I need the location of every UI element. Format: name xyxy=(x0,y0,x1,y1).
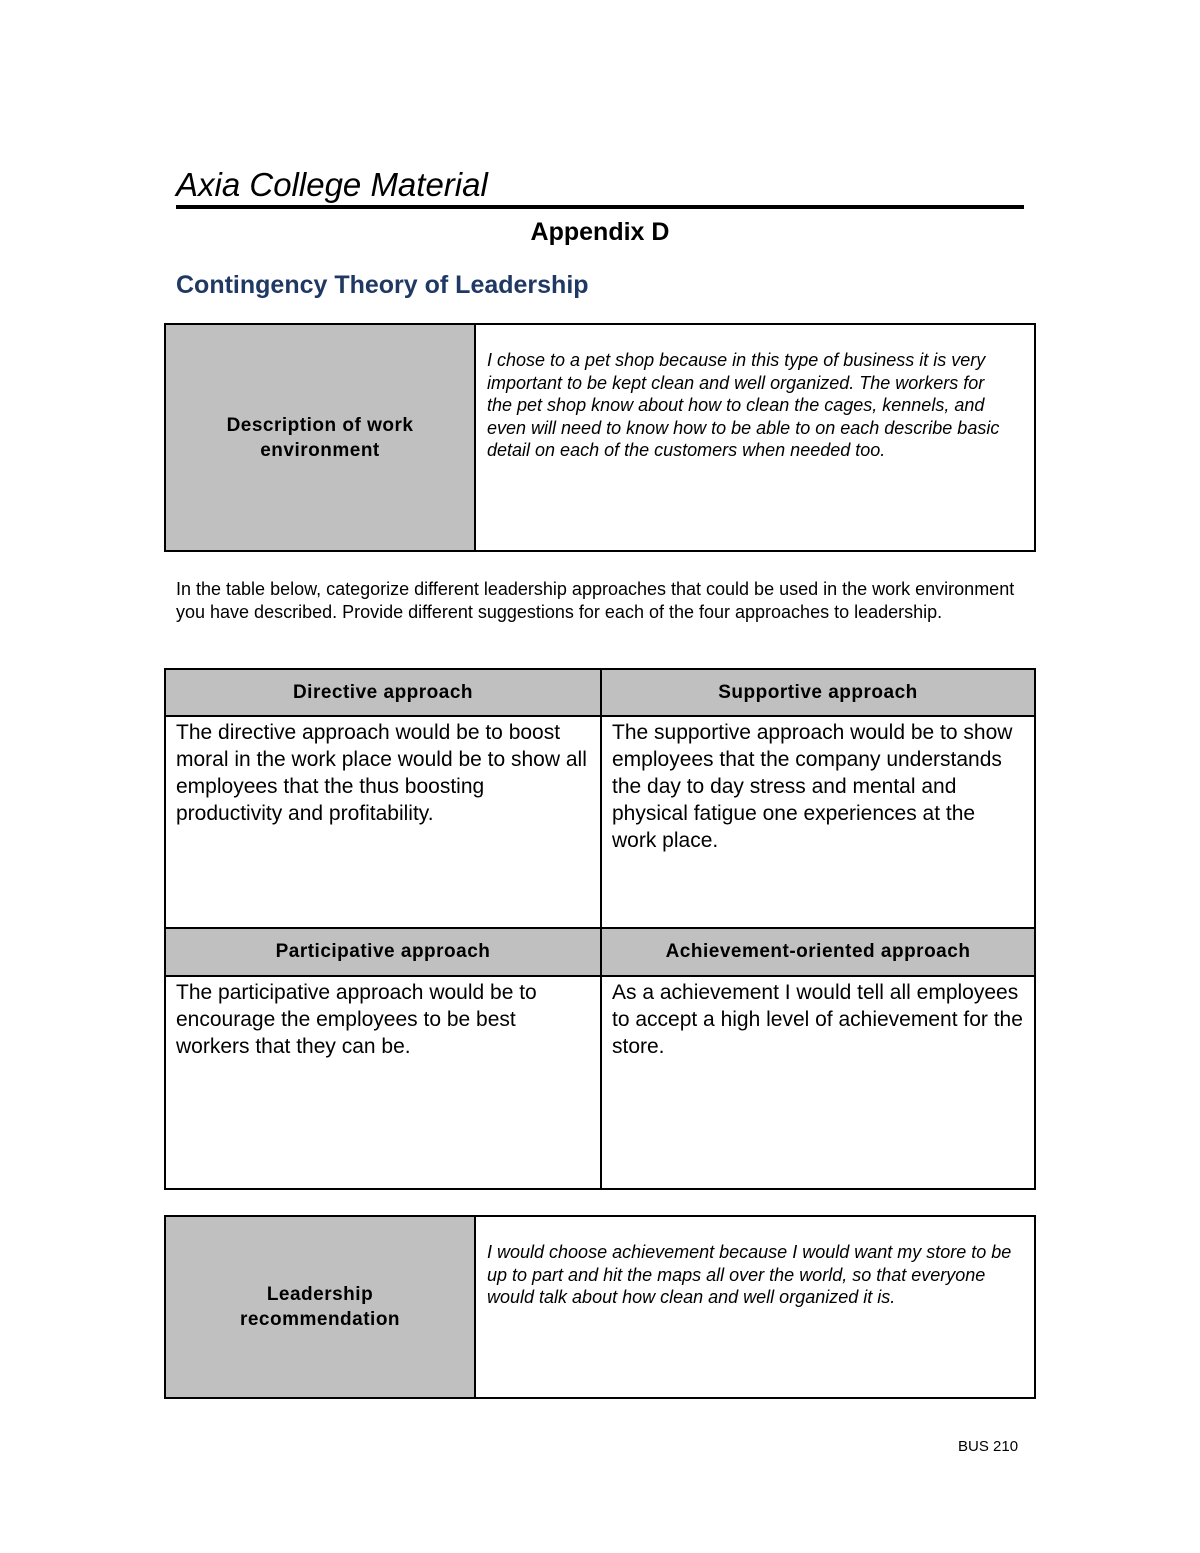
work-environment-text: I chose to a pet shop because in this type of business it is very important to be kept clean and well organized. The workers for the pet shop know about how to clean the cages, kennels, and even will need to know how to be able to on each describe basic detail on each of the customers when needed too. xyxy=(487,350,1000,460)
achievement-heading: Achievement-oriented approach xyxy=(602,929,1034,975)
work-environment-table xyxy=(164,323,1036,552)
supportive-text: The supportive approach would be to show employees that the company understands the day to day stress and mental and physical fatigue one experiences at the work place. xyxy=(612,721,1013,852)
approaches-table xyxy=(164,668,1036,1190)
directive-heading: Directive approach xyxy=(166,670,600,716)
section-title: Contingency Theory of Leadership xyxy=(176,271,589,299)
recommendation-text: I would choose achievement because I would want my store to be up to part and hit the maps all over the world, so that everyone would talk about how clean and well organized it is. xyxy=(487,1242,1012,1307)
work-environment-label: Description of work environment xyxy=(166,325,476,550)
participative-heading: Participative approach xyxy=(166,929,600,975)
participative-text: The participative approach would be to encourage the employees to be best workers that they can be. xyxy=(176,981,537,1058)
appendix-heading: Appendix D xyxy=(530,218,670,246)
instructions-paragraph: In the table below, categorize different leadership approaches that could be used in the work environment you have described. Provide different suggestions for each of the four approaches to leadership. xyxy=(176,579,1015,622)
supportive-heading: Supportive approach xyxy=(602,670,1034,716)
achievement-text: As a achievement I would tell all employees to accept a high level of achievement for the store. xyxy=(612,981,1023,1058)
document-header-title: Axia College Material xyxy=(176,166,488,203)
recommendation-label: Leadership recommendation xyxy=(166,1217,476,1397)
column-divider xyxy=(600,670,602,1188)
recommendation-table xyxy=(164,1215,1036,1399)
directive-text: The directive approach would be to boost moral in the work place would be to show all employees that the thus boosting productivity and profitability. xyxy=(176,721,587,825)
header-rule xyxy=(176,205,1024,209)
footer-course-code: BUS 210 xyxy=(958,1438,1019,1455)
